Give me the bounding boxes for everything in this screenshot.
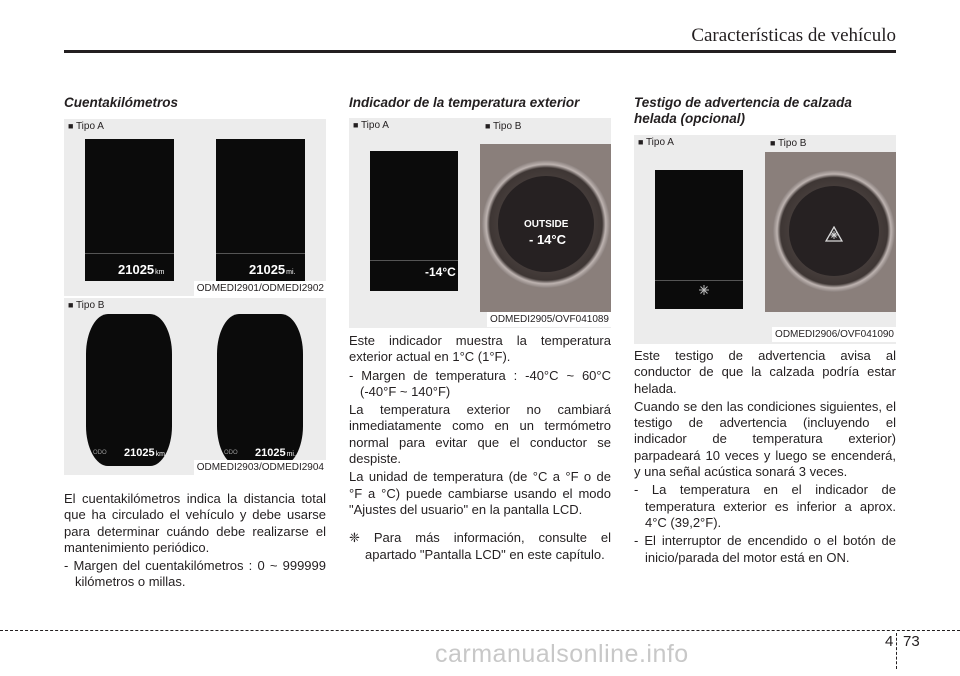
section-heading-outside-temp: Indicador de la temperatura exterior [349, 95, 580, 110]
chapter-number: 4 [885, 633, 894, 650]
page-number-separator [896, 633, 897, 669]
lcd-screen-km [86, 314, 172, 466]
page-number: 73 [903, 633, 920, 650]
note: ❈ Para más información, consulte el apartado "Pantalla LCD" en este capítulo. [349, 530, 611, 562]
watermark: carmanualsonline.info [435, 640, 689, 668]
lcd-divider [655, 280, 743, 281]
paragraph: Este testigo de advertencia avisa al conductor de que la calzada podría estar helada. [634, 348, 896, 396]
snowflake-car-icon [698, 284, 710, 296]
odometer-reading-mi: 21025mi. [255, 447, 296, 459]
footer-rule [0, 630, 960, 631]
outside-temp-reading-b: - 14°C [529, 232, 566, 247]
body-text-odometer [64, 491, 326, 593]
lcd-divider [370, 260, 458, 261]
figure-caption: ODMEDI2906/OVF041090 [772, 327, 897, 342]
outside-label: OUTSIDE [524, 219, 569, 230]
odometer-reading-km: 21025km [124, 447, 165, 459]
paragraph: La unidad de temperatura (de °C a °F o de °F a °C) puede cambiarse usando el modo "Ajustes del usuario" en la pantalla LCD. [349, 469, 611, 517]
figure-caption: ODMEDI2903/ODMEDI2904 [194, 460, 327, 475]
body-text-outside-temp [349, 333, 611, 565]
body-text-icy-road [634, 348, 896, 568]
lcd-screen-mi [217, 314, 303, 466]
figure-icy-road-warning [634, 135, 896, 344]
odo-tag: ODO [93, 450, 107, 456]
bullet: - Margen del cuentakilómetros : 0 ~ 999999 kilómetros o millas. [64, 558, 326, 590]
figure-outside-temp [349, 118, 611, 328]
gauge-photo [765, 152, 896, 312]
figure-caption: ODMEDI2901/ODMEDI2902 [194, 281, 327, 296]
section-heading-odometer: Cuentakilómetros [64, 95, 179, 110]
bullet: - El interruptor de encendido o el botón de inicio/parada del motor está en ON. [634, 533, 896, 565]
figure-label-type-a: ■ Tipo A [638, 137, 674, 148]
odo-tag: ODO [224, 450, 238, 456]
gauge-photo [480, 144, 611, 312]
figure-label-type-a: ■ Tipo A [68, 121, 104, 132]
section-heading-icy-road: Testigo de advertencia de calzada helada (opcional) [634, 95, 852, 126]
outside-temp-reading-a: -14°C [425, 265, 456, 279]
figure-label-type-a: ■ Tipo A [353, 120, 389, 131]
paragraph: La temperatura exterior no cambiará inmediatamente como en un termómetro normal para evitar que el conductor se despiste. [349, 402, 611, 467]
lcd-divider [85, 253, 174, 254]
lcd-screen-mi [216, 139, 305, 281]
page-header-title: Características de vehículo [691, 25, 896, 46]
figure-odometer-type-b [64, 298, 326, 475]
paragraph: Cuando se den las condiciones siguientes, el testigo de advertencia (incluyendo el indicador de temperatura exterior) parpadeará 10 veces y luego se encenderá, y una señal acústica sonará 3 veces. [634, 398, 896, 480]
header-rule [64, 50, 896, 53]
paragraph: Este indicador muestra la temperatura exterior actual en 1°C (1°F). [349, 333, 611, 365]
figure-label-type-b: ■ Tipo B [770, 138, 806, 149]
lcd-screen-km [85, 139, 174, 281]
figure-label-type-b: ■ Tipo B [68, 300, 104, 311]
odometer-reading-mi: 21025mi. [249, 262, 296, 277]
odometer-reading-km: 21025km [118, 262, 165, 277]
figure-label-type-b: ■ Tipo B [485, 121, 521, 132]
paragraph: El cuentakilómetros indica la distancia total que ha circulado el vehículo y debe usarse para determinar cuándo debe realizarse el mantenimiento periódico. [64, 491, 326, 555]
icy-road-warning-icon [825, 226, 843, 242]
lcd-divider [216, 253, 305, 254]
figure-caption: ODMEDI2905/OVF041089 [487, 312, 612, 327]
figure-odometer-type-a [64, 119, 326, 296]
bullet: - Margen de temperatura : -40°C ~ 60°C (-40°F ~ 140°F) [349, 367, 611, 399]
bullet: - La temperatura en el indicador de temperatura exterior es inferior a aprox. 4°C (39,2°F). [634, 482, 896, 530]
